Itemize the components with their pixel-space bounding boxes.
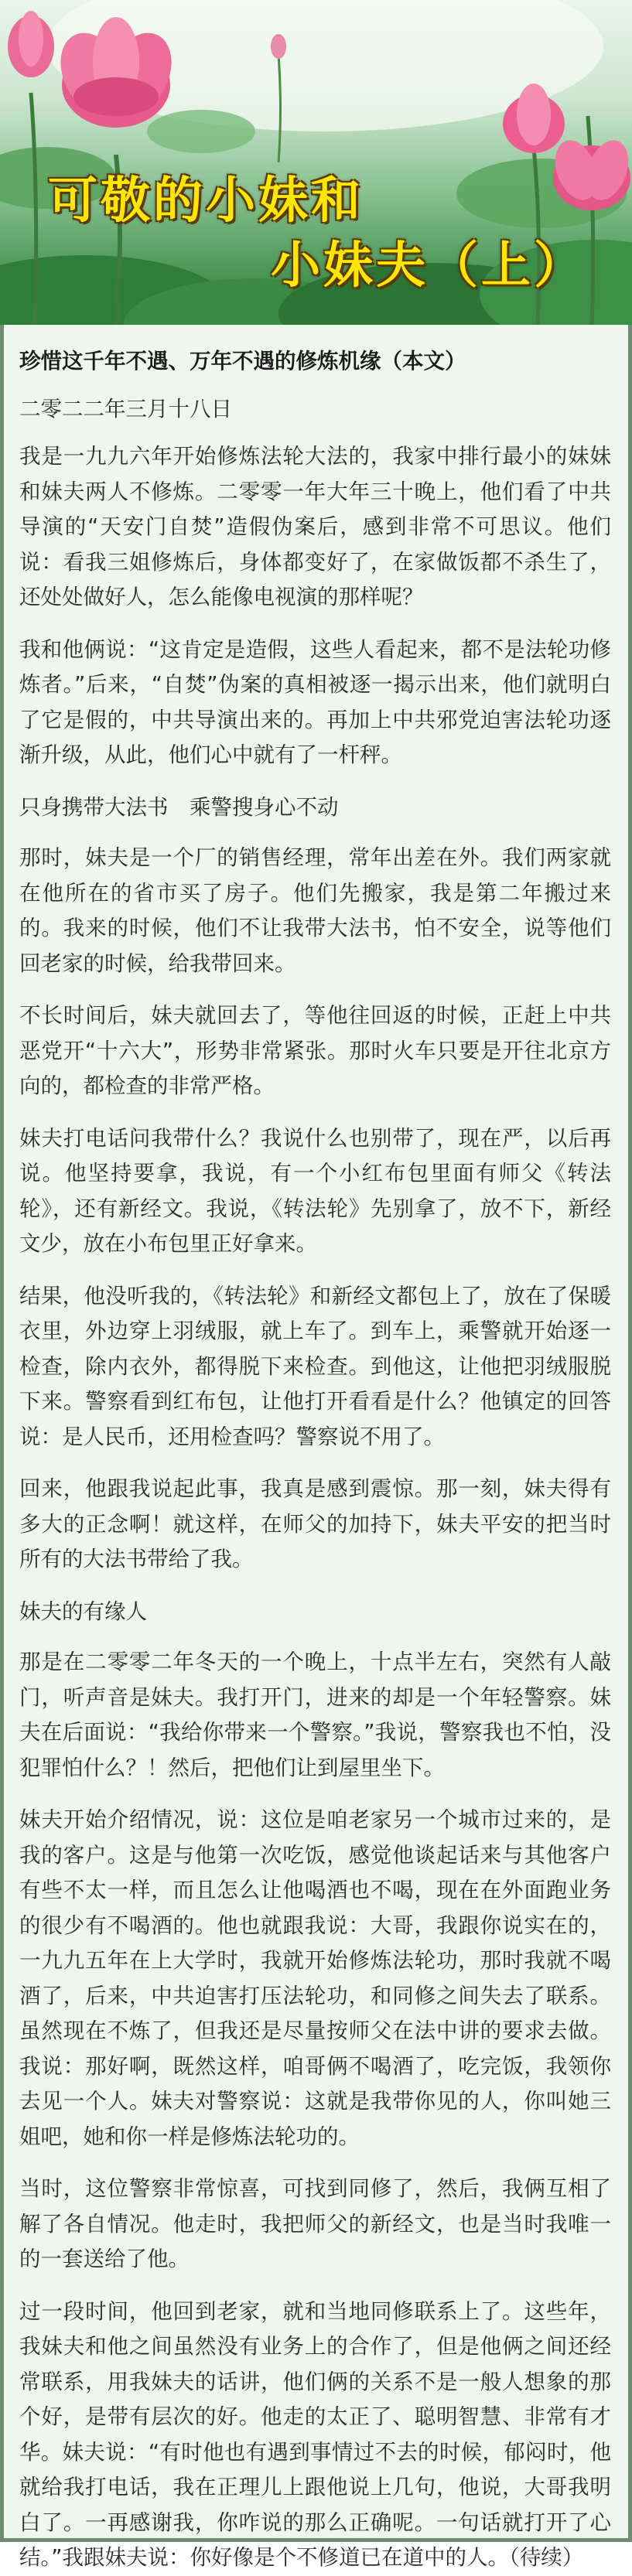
paragraph: 那时，妹夫是一个厂的销售经理，常年出差在外。我们两家就在他所在的省市买了房子。他们先搬家，我是第二年搬过来的。我来的时候，他们不让我带大法书，怕不安全，说等他们回老家的时候，给我带回来。	[19, 845, 611, 976]
paragraph: 那是在二零零二年冬天的一个晚上，十点半左右，突然有人敲门，听声音是妹夫。我打开门，进来的却是一个年轻警察。妹夫在后面说：“我给你带来一个警察。”我说，警察我也不怕，没犯罪怕什么？！然后，把他们让到屋里坐下。	[19, 1650, 611, 1780]
paragraph: 我是一九九六年开始修炼法轮大法的，我家中排行最小的妹妹和妹夫两人不修炼。二零零一年大年三十晚上，他们看了中共导演的“天安门自焚”造假伪案后，感到非常不可思议。他们说：看我三姐修炼后，身体都变好了，在家做饭都不杀生了，还处处做好人，怎么能像电视演的那样呢？	[19, 444, 611, 609]
lotus-bud-icon	[8, 11, 54, 77]
banner-title-line1: 可敬的小妹和	[48, 172, 364, 230]
banner-title-line2: 小妹夫（上）	[271, 237, 586, 295]
article-date: 二零二二年三月十八日	[19, 396, 232, 421]
paragraph: 当时，这位警察非常惊喜，可找到同修了，然后，我俩互相了解了各自情况。他走时，我把师父的新经文，也是当时我唯一的一套送给了他。	[19, 2176, 611, 2271]
banner-image	[0, 0, 632, 325]
paragraph: 结果，他没听我的，《转法轮》和新经文都包上了，放在了保暖衣里，外边穿上羽绒服，就上车了。到车上，乘警就开始逐一检查，除内衣外，都得脱下来检查。到他这，让他把羽绒服脱下来。警察看到红布包，让他打开看看是什么？他镇定的回答说：是人民币，还用检查吗？警察说不用了。	[19, 1283, 611, 1449]
section-subheading: 只身携带大法书 乘警搜身心不动	[19, 794, 339, 820]
paragraph: 过一段时间，他回到老家，就和当地同修联系上了。这些年，我妹夫和他之间虽然没有业务上的合作了，但是他俩之间还经常联系，用我妹夫的话讲，他们俩的关系不是一般人想象的那个好，是带有层次的好。他走的太正了、聪明智慧、非常有才华。妹夫说：“有时他也有遇到事情过不去的时候，郁闷时，他就给我打电话，我在正理儿上跟他说上几句，他说，大哥我明白了。一再感谢我，你咋说的那么正确呢。一句话就打开了心结。”我跟妹夫说：你好像是个不修道已在道中的人。（待续）	[19, 2298, 611, 2570]
paragraph: 我和他俩说：“这肯定是造假，这些人看起来，都不是法轮功修炼者。”后来，“自焚”伪案的真相被逐一揭示出来，他们就明白了它是假的，中共导演出来的。再加上中共邪党迫害法轮功逐渐升级，从此，他们心中就有了一杆秤。	[19, 636, 611, 767]
section-subheading: 妹夫的有缘人	[19, 1598, 147, 1624]
article-body	[0, 325, 632, 2570]
paragraph: 不长时间后，妹夫就回去了，等他往回返的时候，正赶上中共恶党开“十六大”，形势非常紧张。那时火车只要是开往北京方向的，都检查的非常严格。	[19, 1003, 611, 1098]
paragraph: 妹夫开始介绍情况，说：这位是咱老家另一个城市过来的，是我的客户。这是与他第一次吃饭，感觉他谈起话来与其他客户有些不太一样，而且怎么让他喝酒也不喝，现在在外面跑业务的很少有不喝酒的。他也就跟我说：大哥，我跟你说实在的，一九九五年在上大学时，我就开始修炼法轮功，那时我就不喝酒了，后来，中共迫害打压法轮功，和同修之间失去了联系。虽然现在不炼了，但我还是尽量按师父在法中讲的要求去做。我说：那好啊，既然这样，咱哥俩不喝酒了，吃完饭，我领你去见一个人。妹夫对警察说：这就是我带你见的人，你叫她三姐吧，她和你一样是修炼法轮功的。	[19, 1807, 611, 2149]
paragraph: 妹夫打电话问我带什么？我说什么也别带了，现在严，以后再说。他坚持要拿，我说，有一个小红布包里面有师父《转法轮》，还有新经文。我说，《转法轮》先别拿了，放不下，新经文少，放在小布包里正好拿来。	[19, 1125, 611, 1256]
article-title: 珍惜这千年不遇、万年不遇的修炼机缘（本文）	[19, 349, 466, 374]
paragraph: 回来，他跟我说起此事，我真是感到震惊。那一刻，妹夫得有多大的正念啊！就这样，在师父的加持下，妹夫平安的把当时所有的大法书带给了我。	[19, 1476, 611, 1571]
